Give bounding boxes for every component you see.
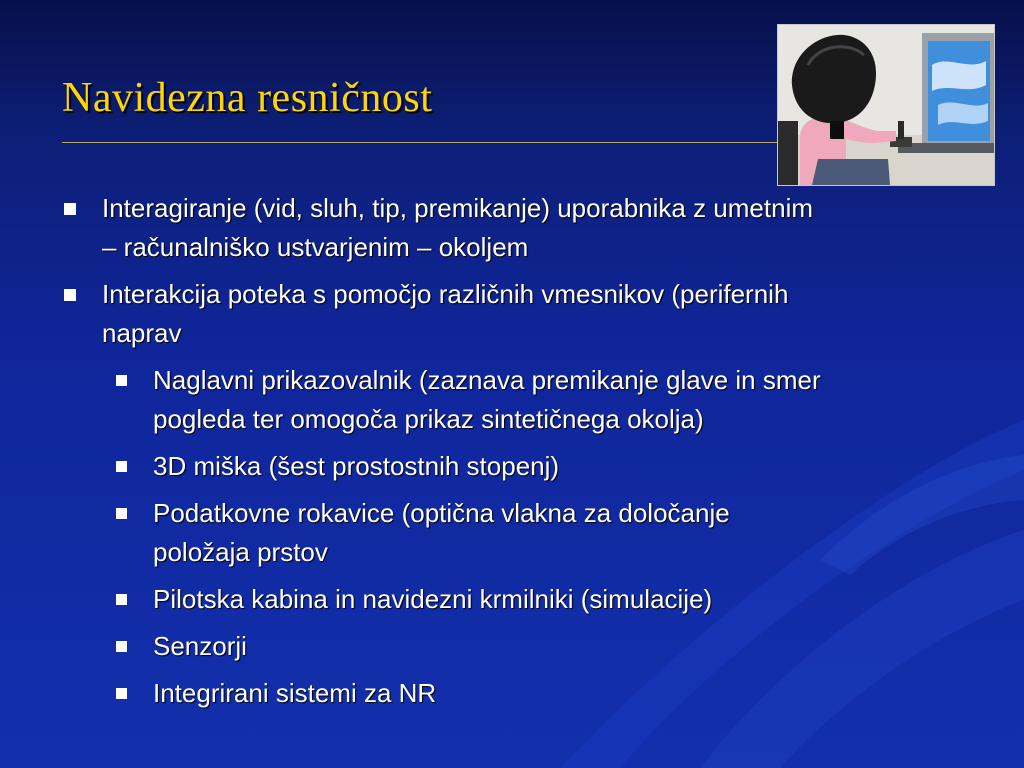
bullet-line: Naglavni prikazovalnik (zaznava premikanje glave in smer <box>153 365 821 395</box>
bullet-line: položaja prstov <box>153 537 328 567</box>
list-item <box>116 580 976 619</box>
bullet-square-icon <box>116 688 127 699</box>
list-item <box>116 447 976 486</box>
list-item <box>116 627 976 666</box>
list-item <box>116 494 976 572</box>
bullet-square-icon <box>64 289 76 301</box>
list-item <box>64 275 964 353</box>
list-item <box>116 361 976 439</box>
slide-title: Navidezna resničnost <box>62 75 433 121</box>
bullet-line: Pilotska kabina in navidezni krmilniki (simulacije) <box>153 584 713 614</box>
bullet-square-icon <box>64 203 76 215</box>
bullet-line: – računalniško ustvarjenim – okoljem <box>102 232 529 262</box>
bullet-square-icon <box>116 594 127 605</box>
bullet-line: Senzorji <box>153 631 247 661</box>
bullet-line: Interagiranje (vid, sluh, tip, premikanje) uporabnika z umetnim <box>102 193 814 223</box>
bullet-square-icon <box>116 508 127 519</box>
list-item <box>64 189 964 267</box>
list-item <box>116 674 976 713</box>
bullet-line: Podatkovne rokavice (optična vlakna za določanje <box>153 498 730 528</box>
bullet-square-icon <box>116 461 127 472</box>
bullet-square-icon <box>116 375 127 386</box>
bullet-line: Integrirani sistemi za NR <box>153 678 437 708</box>
bullet-line: naprav <box>102 318 182 348</box>
bullet-line: 3D miška (šest prostostnih stopenj) <box>153 451 560 481</box>
bullet-square-icon <box>116 641 127 652</box>
bullet-line: Interakcija poteka s pomočjo različnih vmesnikov (perifernih <box>102 279 789 309</box>
bullet-line: pogleda ter omogoča prikaz sintetičnega okolja) <box>153 404 704 434</box>
